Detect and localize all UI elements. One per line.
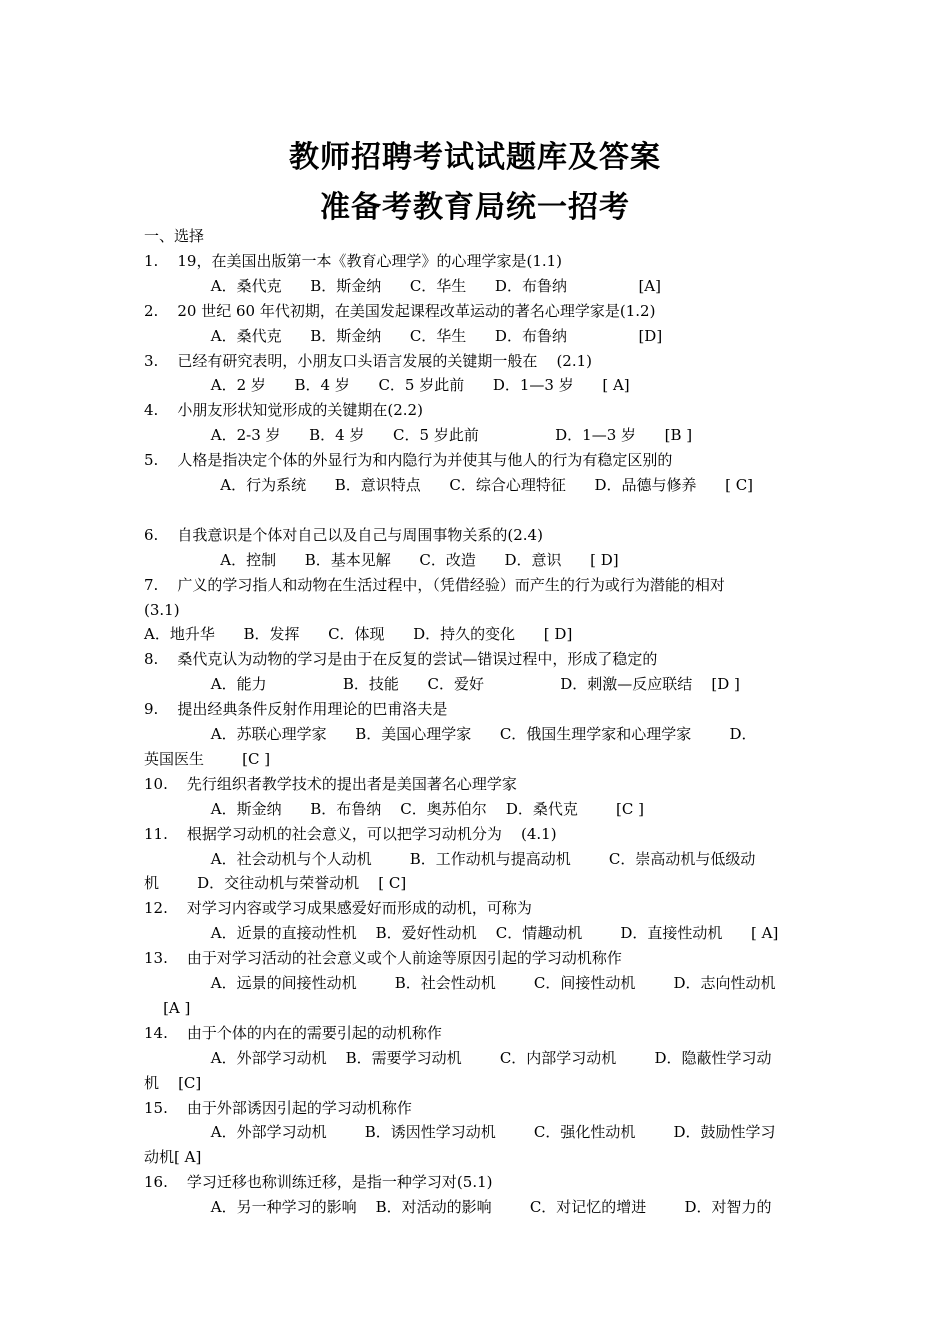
- question-line: 16. 学习迁移也称训练迁移，是指一种学习对(5.1): [144, 1173, 493, 1191]
- question-line: A．斯金纳 B．布鲁纳 C．奥苏伯尔 D．桑代克 [C ]: [144, 800, 644, 818]
- question-line: 7. 广义的学习指人和动物在生活过程中，（凭借经验）而产生的行为或行为潜能的相对: [144, 576, 725, 594]
- question-line: 2. 20 世纪 60 年代初期，在美国发起课程改革运动的著名心理学家是(1.2): [144, 302, 656, 320]
- question-line: 12. 对学习内容或学习成果感爱好而形成的动机，可称为: [144, 899, 532, 917]
- question-line: 英国医生 [C ]: [144, 750, 271, 768]
- question-line: 9. 提出经典条件反射作用理论的巴甫洛夫是: [144, 700, 448, 718]
- question-line: 3. 已经有研究表明，小朋友口头语言发展的关键期一般在 (2.1): [144, 352, 593, 370]
- question-line: A．2-3 岁 B．4 岁 C．5 岁此前 D．1—3 岁 [B ]: [144, 426, 693, 444]
- question-line: 11. 根据学习动机的社会意义，可以把学习动机分为 (4.1): [144, 825, 557, 843]
- question-line: A．远景的间接性动机 B．社会性动机 C．间接性动机 D．志向性动机: [144, 974, 776, 992]
- question-line: 4. 小朋友形状知觉形成的关键期在(2.2): [144, 401, 423, 419]
- question-line: 1. 19，在美国出版第一本《教育心理学》的心理学家是(1.1): [144, 252, 563, 270]
- question-line: [A ]: [144, 999, 191, 1017]
- document-title: 教师招聘考试试题库及答案: [289, 140, 661, 175]
- question-line: 10. 先行组织者教学技术的提出者是美国著名心理学家: [144, 775, 517, 793]
- question-line: 13. 由于对学习活动的社会意义或个人前途等原因引起的学习动机称作: [144, 949, 622, 967]
- question-line: A．2 岁 B．4 岁 C．5 岁此前 D．1—3 岁 [ A]: [144, 376, 630, 394]
- question-line: A．外部学习动机 B．诱因性学习动机 C．强化性动机 D．鼓励性学习: [144, 1123, 776, 1141]
- question-line: 5. 人格是指决定个体的外显行为和内隐行为并使其与他人的行为有稳定区别的: [144, 451, 673, 469]
- question-line: 机 D．交往动机与荣誉动机 [ C]: [144, 874, 407, 892]
- question-line: A．另一种学习的影响 B．对活动的影响 C．对记忆的增进 D．对智力的: [144, 1198, 772, 1216]
- question-line: A．桑代克 B．斯金纳 C．华生 D．布鲁纳 [A]: [144, 277, 661, 295]
- question-line: 15. 由于外部诱因引起的学习动机称作: [144, 1099, 412, 1117]
- question-line: A．苏联心理学家 B．美国心理学家 C．俄国生理学家和心理学家 D．: [144, 725, 757, 743]
- document-subtitle: 准备考教育局统一招考: [320, 190, 630, 225]
- question-line: 动机[ A]: [144, 1148, 202, 1166]
- question-line: A．能力 B．技能 C．爱好 D．刺激—反应联结 [D ]: [144, 675, 740, 693]
- question-line: A．社会动机与个人动机 B．工作动机与提高动机 C．崇高动机与低级动: [144, 850, 756, 868]
- question-line: A．近景的直接动性机 B．爱好性动机 C．情趣动机 D．直接性动机 [ A]: [144, 924, 779, 942]
- question-line: A．地升华 B．发挥 C．体现 D．持久的变化 [ D]: [144, 625, 573, 643]
- question-line: 6. 自我意识是个体对自己以及自己与周围事物关系的(2.4): [144, 526, 543, 544]
- question-line: A．外部学习动机 B．需要学习动机 C．内部学习动机 D．隐蔽性学习动: [144, 1049, 772, 1067]
- question-line: 14. 由于个体的内在的需要引起的动机称作: [144, 1024, 442, 1042]
- question-line: A．行为系统 B．意识特点 C．综合心理特征 D．品德与修养 [ C]: [144, 476, 754, 494]
- question-line: 一、选择: [144, 227, 205, 245]
- question-line: A．控制 B．基本见解 C．改造 D．意识 [ D]: [144, 551, 619, 569]
- question-line: (3.1): [144, 601, 180, 619]
- question-line: 机 [C]: [144, 1074, 202, 1092]
- question-line: 8. 桑代克认为动物的学习是由于在反复的尝试—错误过程中，形成了稳定的: [144, 650, 658, 668]
- question-line: A．桑代克 B．斯金纳 C．华生 D．布鲁纳 [D]: [144, 327, 663, 345]
